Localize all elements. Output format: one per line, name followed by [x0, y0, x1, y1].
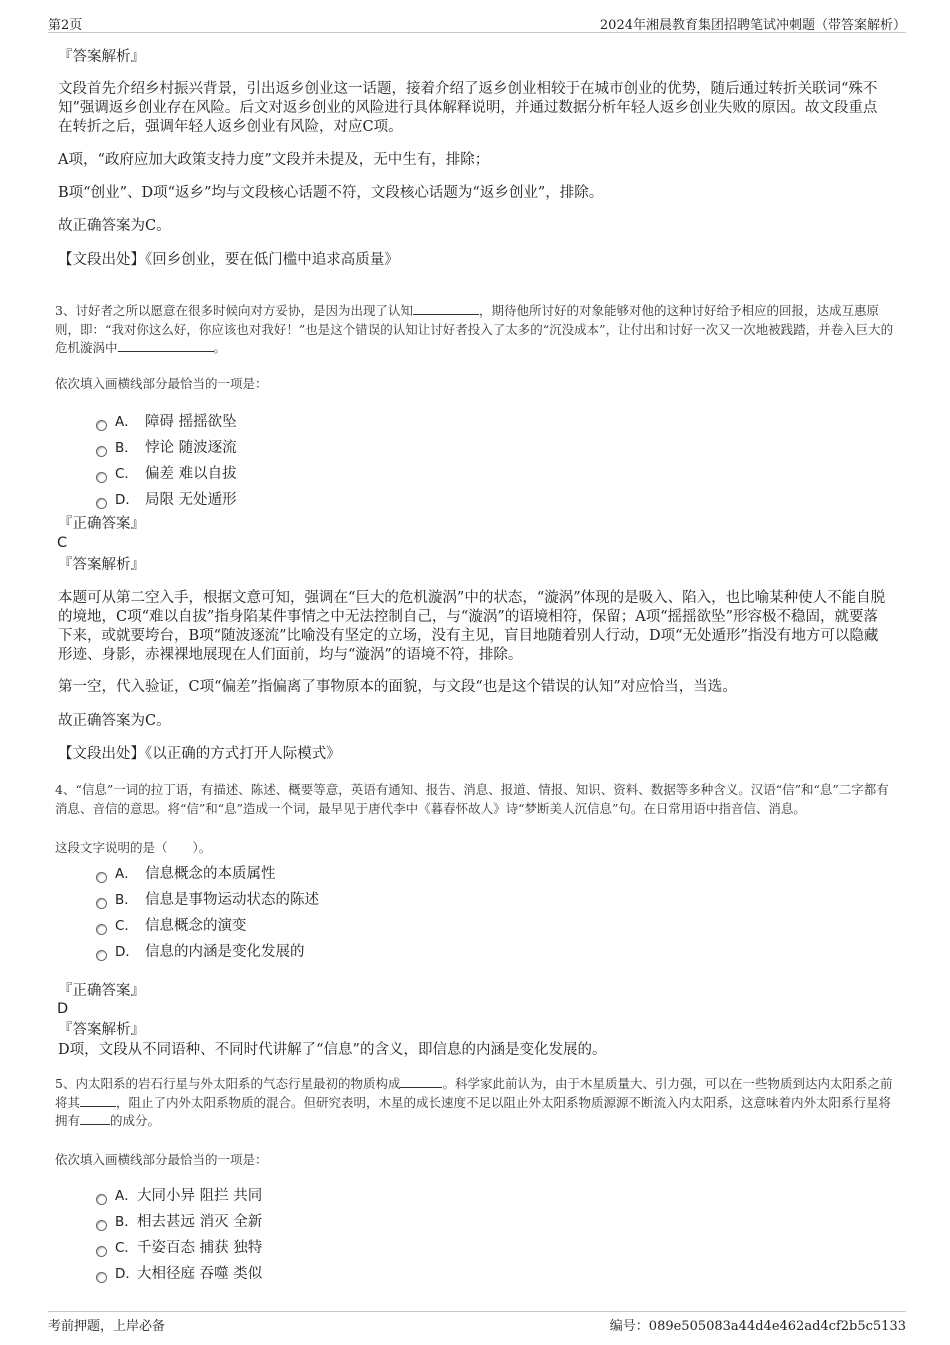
question-4-question: 这段文字说明的是（ ）。 — [55, 840, 212, 855]
page-footer — [48, 1311, 906, 1336]
blank-2 — [118, 339, 214, 352]
question-5-stem: 5、内太阳系的岩石行星与外太阳系的气态行星最初的物质构成 。科学家此前认为，由于木星质量大、引力强，可以在一些物质到达内太阳系之前将其 ，阻止了内外太阳系物质的混合。但研究表明，木星的成长速度不足以阻止外太阳系物质源源不断流入内太阳系，这意味着内外太阳系行星将拥有 的成分。 — [55, 1076, 893, 1128]
page-header — [48, 12, 906, 33]
radio-icon[interactable] — [96, 872, 107, 883]
analysis-label: 『答案解析』 — [58, 49, 145, 65]
analysis-text: D项，文段从不同语种、不同时代讲解了“信息”的含义，即信息的内涵是变化发展的。 — [58, 1042, 607, 1058]
radio-icon[interactable] — [96, 1272, 107, 1283]
correct-answer: C — [57, 535, 68, 551]
blank-1 — [413, 302, 479, 315]
question-4-stem: 4、“信息”一词的拉丁语，有描述、陈述、概要等意，英语有通知、报告、消息、报道、情报、知识、资料、数据等多种含义。汉语“信”和“息”二字都有消息、音信的意思。将“信”和“息”造成一个词，最早见于唐代李中《暮春怀故人》诗“梦断美人沉信息”句。在日常用语中指音信、消息。 — [55, 782, 889, 816]
q5-option-c[interactable]: C．千姿百态 捕获 独特 — [96, 1236, 262, 1256]
conclusion: 故正确答案为C。 — [58, 218, 171, 234]
q5-option-d[interactable]: D．大相径庭 吞噬 类似 — [96, 1262, 262, 1282]
footer-slogan: 考前押题，上岸必备 — [48, 1319, 166, 1334]
blank-2 — [80, 1094, 116, 1107]
page-number: 第2页 — [48, 18, 83, 33]
analysis-text-2: 第一空，代入验证，C项“偏差”指偏离了事物原本的面貌，与文段“也是这个错误的认知”对应恰当，当选。 — [58, 679, 737, 695]
question-5-prompt: 依次填入画横线部分最恰当的一项是： — [55, 1152, 268, 1167]
radio-icon[interactable] — [96, 446, 107, 457]
analysis-text: 本题可从第二空入手，根据文意可知，强调在“巨大的危机漩涡”中的状态，“漩涡”体现的是吸入、陷入，也比喻某种使人不能自脱的境地，C项“难以自拔”指身陷某件事情之中无法控制自己，与“漩涡”的语境相符，保留；A项“摇摇欲坠”形容极不稳固，就要落下来，或就要垮台，B项“随波逐流”比喻没有坚定的立场，没有主见，盲目地随着别人行动，D项“无处遁形”指没有地方可以隐藏形迹、身影，赤裸裸地展现在人们面前，均与“漩涡”的语境不符，排除。 — [58, 590, 886, 663]
blank-1 — [400, 1075, 442, 1088]
correct-answer: D — [57, 1001, 69, 1017]
correct-answer-label: 『正确答案』 — [58, 983, 145, 999]
radio-icon[interactable] — [96, 472, 107, 483]
blank-3 — [80, 1112, 110, 1125]
radio-icon[interactable] — [96, 950, 107, 961]
q4-option-a[interactable]: A． 信息概念的本质属性 — [96, 862, 276, 882]
radio-icon[interactable] — [96, 420, 107, 431]
radio-icon[interactable] — [96, 1194, 107, 1205]
q3-option-c[interactable]: C． 偏差 难以自拔 — [96, 462, 237, 482]
question-3-stem: 3、讨好者之所以愿意在很多时候向对方妥协，是因为出现了认知 ，期待他所讨好的对象能够对他的这种讨好给予相应的回报，达成互惠原则，即：“我对你这么好，你应该也对我好！”也是这个错误的认知让讨好者投入了太多的“沉没成本”，让付出和讨好一次又一次地被践踏，并卷入巨大的危机漩涡中 。 — [55, 303, 894, 355]
option-a-note: A项，“政府应加大政策支持力度”文段并未提及，无中生有，排除； — [58, 152, 490, 168]
q4-option-c[interactable]: C． 信息概念的演变 — [96, 914, 247, 934]
radio-icon[interactable] — [96, 1220, 107, 1231]
source-note: 【文段出处】《以正确的方式打开人际模式》 — [58, 746, 341, 762]
q4-option-d[interactable]: D． 信息的内涵是变化发展的 — [96, 940, 305, 960]
q3-option-a[interactable]: A． 障碍 摇摇欲坠 — [96, 410, 237, 430]
radio-icon[interactable] — [96, 898, 107, 909]
analysis-label: 『答案解析』 — [58, 557, 145, 573]
source-note: 【文段出处】《回乡创业，要在低门槛中追求高质量》 — [58, 252, 399, 268]
conclusion: 故正确答案为C。 — [58, 713, 171, 729]
document-code: 编号：089e505083a44d4e462ad4cf2b5c5133 — [609, 1319, 906, 1334]
radio-icon[interactable] — [96, 498, 107, 509]
correct-answer-label: 『正确答案』 — [58, 516, 145, 532]
analysis-text: 文段首先介绍乡村振兴背景，引出返乡创业这一话题，接着介绍了返乡创业相较于在城市创业的优势，随后通过转折关联词“殊不知”强调返乡创业存在风险。后文对返乡创业的风险进行具体解释说明，并通过数据分析年轻人返乡创业失败的原因。故文段重点在转折之后，强调年轻人返乡创业有风险，对应C项。 — [58, 81, 878, 135]
q5-option-b[interactable]: B．相去甚远 消灭 全新 — [96, 1210, 262, 1230]
document-title: 2024年湘晨教育集团招聘笔试冲刺题（带答案解析） — [599, 18, 906, 33]
q5-option-a[interactable]: A．大同小异 阻拦 共同 — [96, 1184, 262, 1204]
q3-option-b[interactable]: B． 悖论 随波逐流 — [96, 436, 237, 456]
option-bd-note: B项“创业”、D项“返乡”均与文段核心话题不符，文段核心话题为“返乡创业”，排除。 — [58, 185, 604, 201]
question-3-prompt: 依次填入画横线部分最恰当的一项是： — [55, 376, 268, 391]
radio-icon[interactable] — [96, 1246, 107, 1257]
q3-option-d[interactable]: D． 局限 无处遁形 — [96, 488, 237, 508]
radio-icon[interactable] — [96, 924, 107, 935]
analysis-label: 『答案解析』 — [58, 1022, 145, 1038]
q4-option-b[interactable]: B． 信息是事物运动状态的陈述 — [96, 888, 319, 908]
